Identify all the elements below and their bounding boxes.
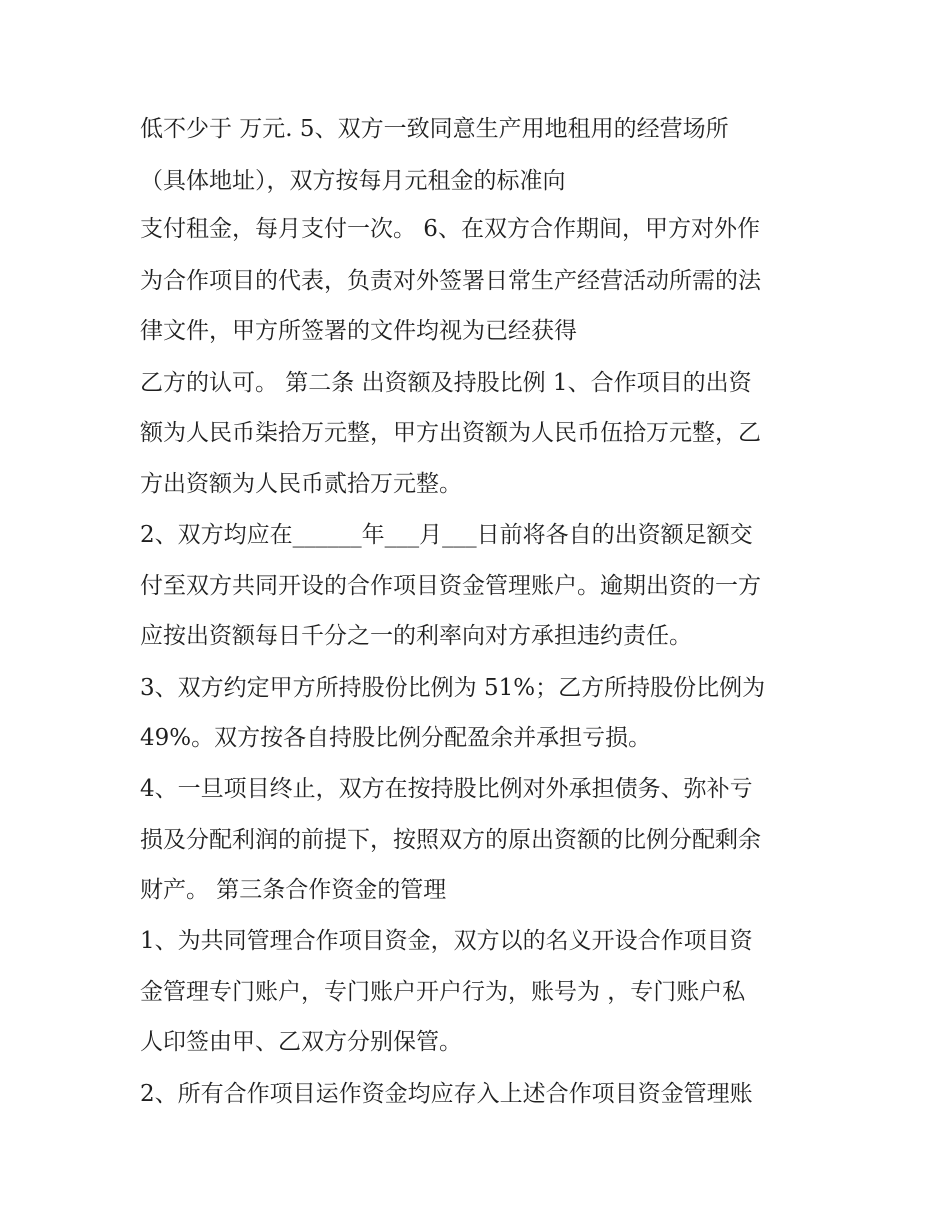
text-line: 财产。 第三条合作资金的管理 bbox=[140, 877, 447, 903]
text-line: 应按出资额每日千分之一的利率向对方承担违约责任。 bbox=[140, 623, 692, 649]
text-line: 付至双方共同开设的合作项目资金管理账户。逾期出资的一方 bbox=[140, 573, 761, 599]
text-line: 1、为共同管理合作项目资金，双方以的名义开设合作项目资 bbox=[140, 928, 753, 954]
text-line: 律文件，甲方所签署的文件均视为已经获得 bbox=[140, 318, 577, 344]
text-line: 额为人民币柒拾万元整，甲方出资额为人民币伍拾万元整，乙 bbox=[140, 420, 761, 446]
text-line: 损及分配利润的前提下，按照双方的原出资额的比例分配剩余 bbox=[140, 827, 761, 853]
text-line: 方出资额为人民币贰拾万元整。 bbox=[140, 471, 462, 497]
text-line: 支付租金，每月支付一次。 6、在双方合作期间，甲方对外作 bbox=[140, 216, 760, 242]
text-line: 为合作项目的代表，负责对外签署日常生产经营活动所需的法 bbox=[140, 268, 761, 294]
text-line: 2、所有合作项目运作资金均应存入上述合作项目资金管理账 bbox=[140, 1081, 753, 1107]
text-line: 乙方的认可。 第二条 出资额及持股比例 1、合作项目的出资 bbox=[140, 370, 752, 396]
text-line: 4、一旦项目终止，双方在按持股比例对外承担债务、弥补亏 bbox=[140, 776, 753, 802]
text-line: 3、双方约定甲方所持股份比例为 51%；乙方所持股份比例为 bbox=[140, 675, 766, 701]
text-line: （具体地址），双方按每月元租金的标准向 bbox=[140, 168, 566, 194]
text-line: 低不少于 万元. 5、双方一致同意生产用地租用的经营场所 bbox=[140, 116, 729, 142]
text-line: 49%。双方按各自持股比例分配盈余并承担亏损。 bbox=[140, 725, 652, 751]
text-line: 2、双方均应在______年___月___日前将各自的出资额足额交 bbox=[140, 522, 753, 548]
text-line: 金管理专门账户，专门账户开户行为，账号为 ，专门账户私 bbox=[140, 979, 746, 1005]
text-line: 人印签由甲、乙双方分别保管。 bbox=[140, 1029, 462, 1055]
